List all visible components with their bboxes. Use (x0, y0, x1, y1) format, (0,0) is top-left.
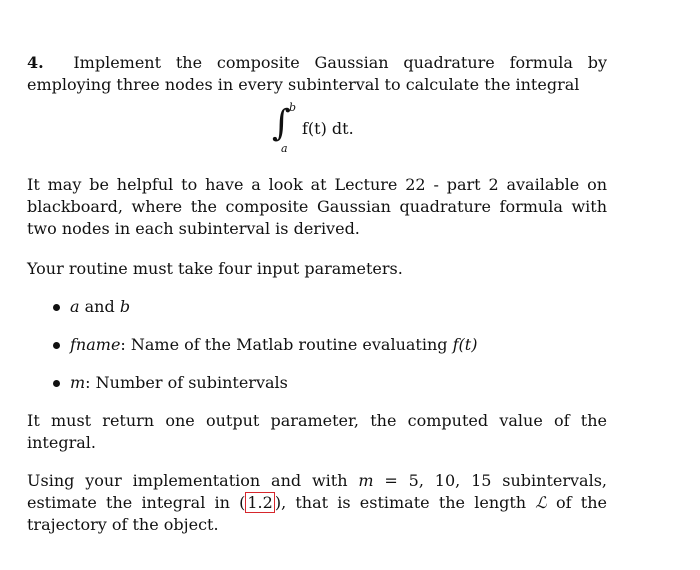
integral-lower-limit: a (281, 142, 288, 155)
problem-intro (27, 52, 607, 96)
equation-ref-link[interactable]: 1.2 (247, 493, 273, 512)
param-desc: : Number of subintervals (85, 373, 288, 392)
bullet-icon (53, 304, 60, 311)
task-text-4: of the trajectory of the object. (27, 493, 607, 534)
param-joiner: and (79, 297, 120, 316)
integrand: f(t) dt. (302, 119, 354, 138)
intro-text: Implement the composite Gaussian quadrature formula by employing three nodes in every subinterval to calculate the integral (27, 53, 607, 94)
list-item (27, 372, 607, 394)
integral-sign: ∫ (272, 103, 291, 144)
task-text-1: Using your implementation and with (27, 471, 359, 490)
output-paragraph: It must return one output parameter, the computed value of the integral. (27, 411, 607, 452)
hint-paragraph: It may be helpful to have a look at Lecture 22 - part 2 available on blackboard, where the composite Gaussian quadrature formula with two nodes in each subinterval is derived. (27, 175, 607, 238)
param-list (27, 296, 607, 394)
param-name: a (70, 297, 80, 316)
task-text-2: = 5, 10, 15 subintervals, estimate the integral in ( (27, 471, 608, 512)
param-desc: : Name of the Matlab routine evaluating (120, 335, 453, 354)
task-paragraph (27, 470, 607, 536)
integral-upper-limit: b (289, 101, 297, 114)
document-page (27, 52, 607, 536)
param-name: m (70, 373, 86, 392)
integral-equation (27, 102, 607, 164)
param-name-2: b (119, 297, 131, 316)
problem-number: 4. (27, 53, 44, 72)
task-math-L: ℒ (535, 493, 547, 512)
param-name: fname (70, 335, 121, 354)
params-intro: Your routine must take four input parameters. (27, 259, 403, 278)
task-math-m: m (358, 471, 374, 490)
bullet-icon (53, 342, 60, 349)
list-item (27, 296, 607, 318)
bullet-icon (53, 380, 60, 387)
param-math: f(t) (452, 335, 478, 354)
list-item (27, 334, 607, 356)
task-text-3: ), that is estimate the length (274, 493, 536, 512)
